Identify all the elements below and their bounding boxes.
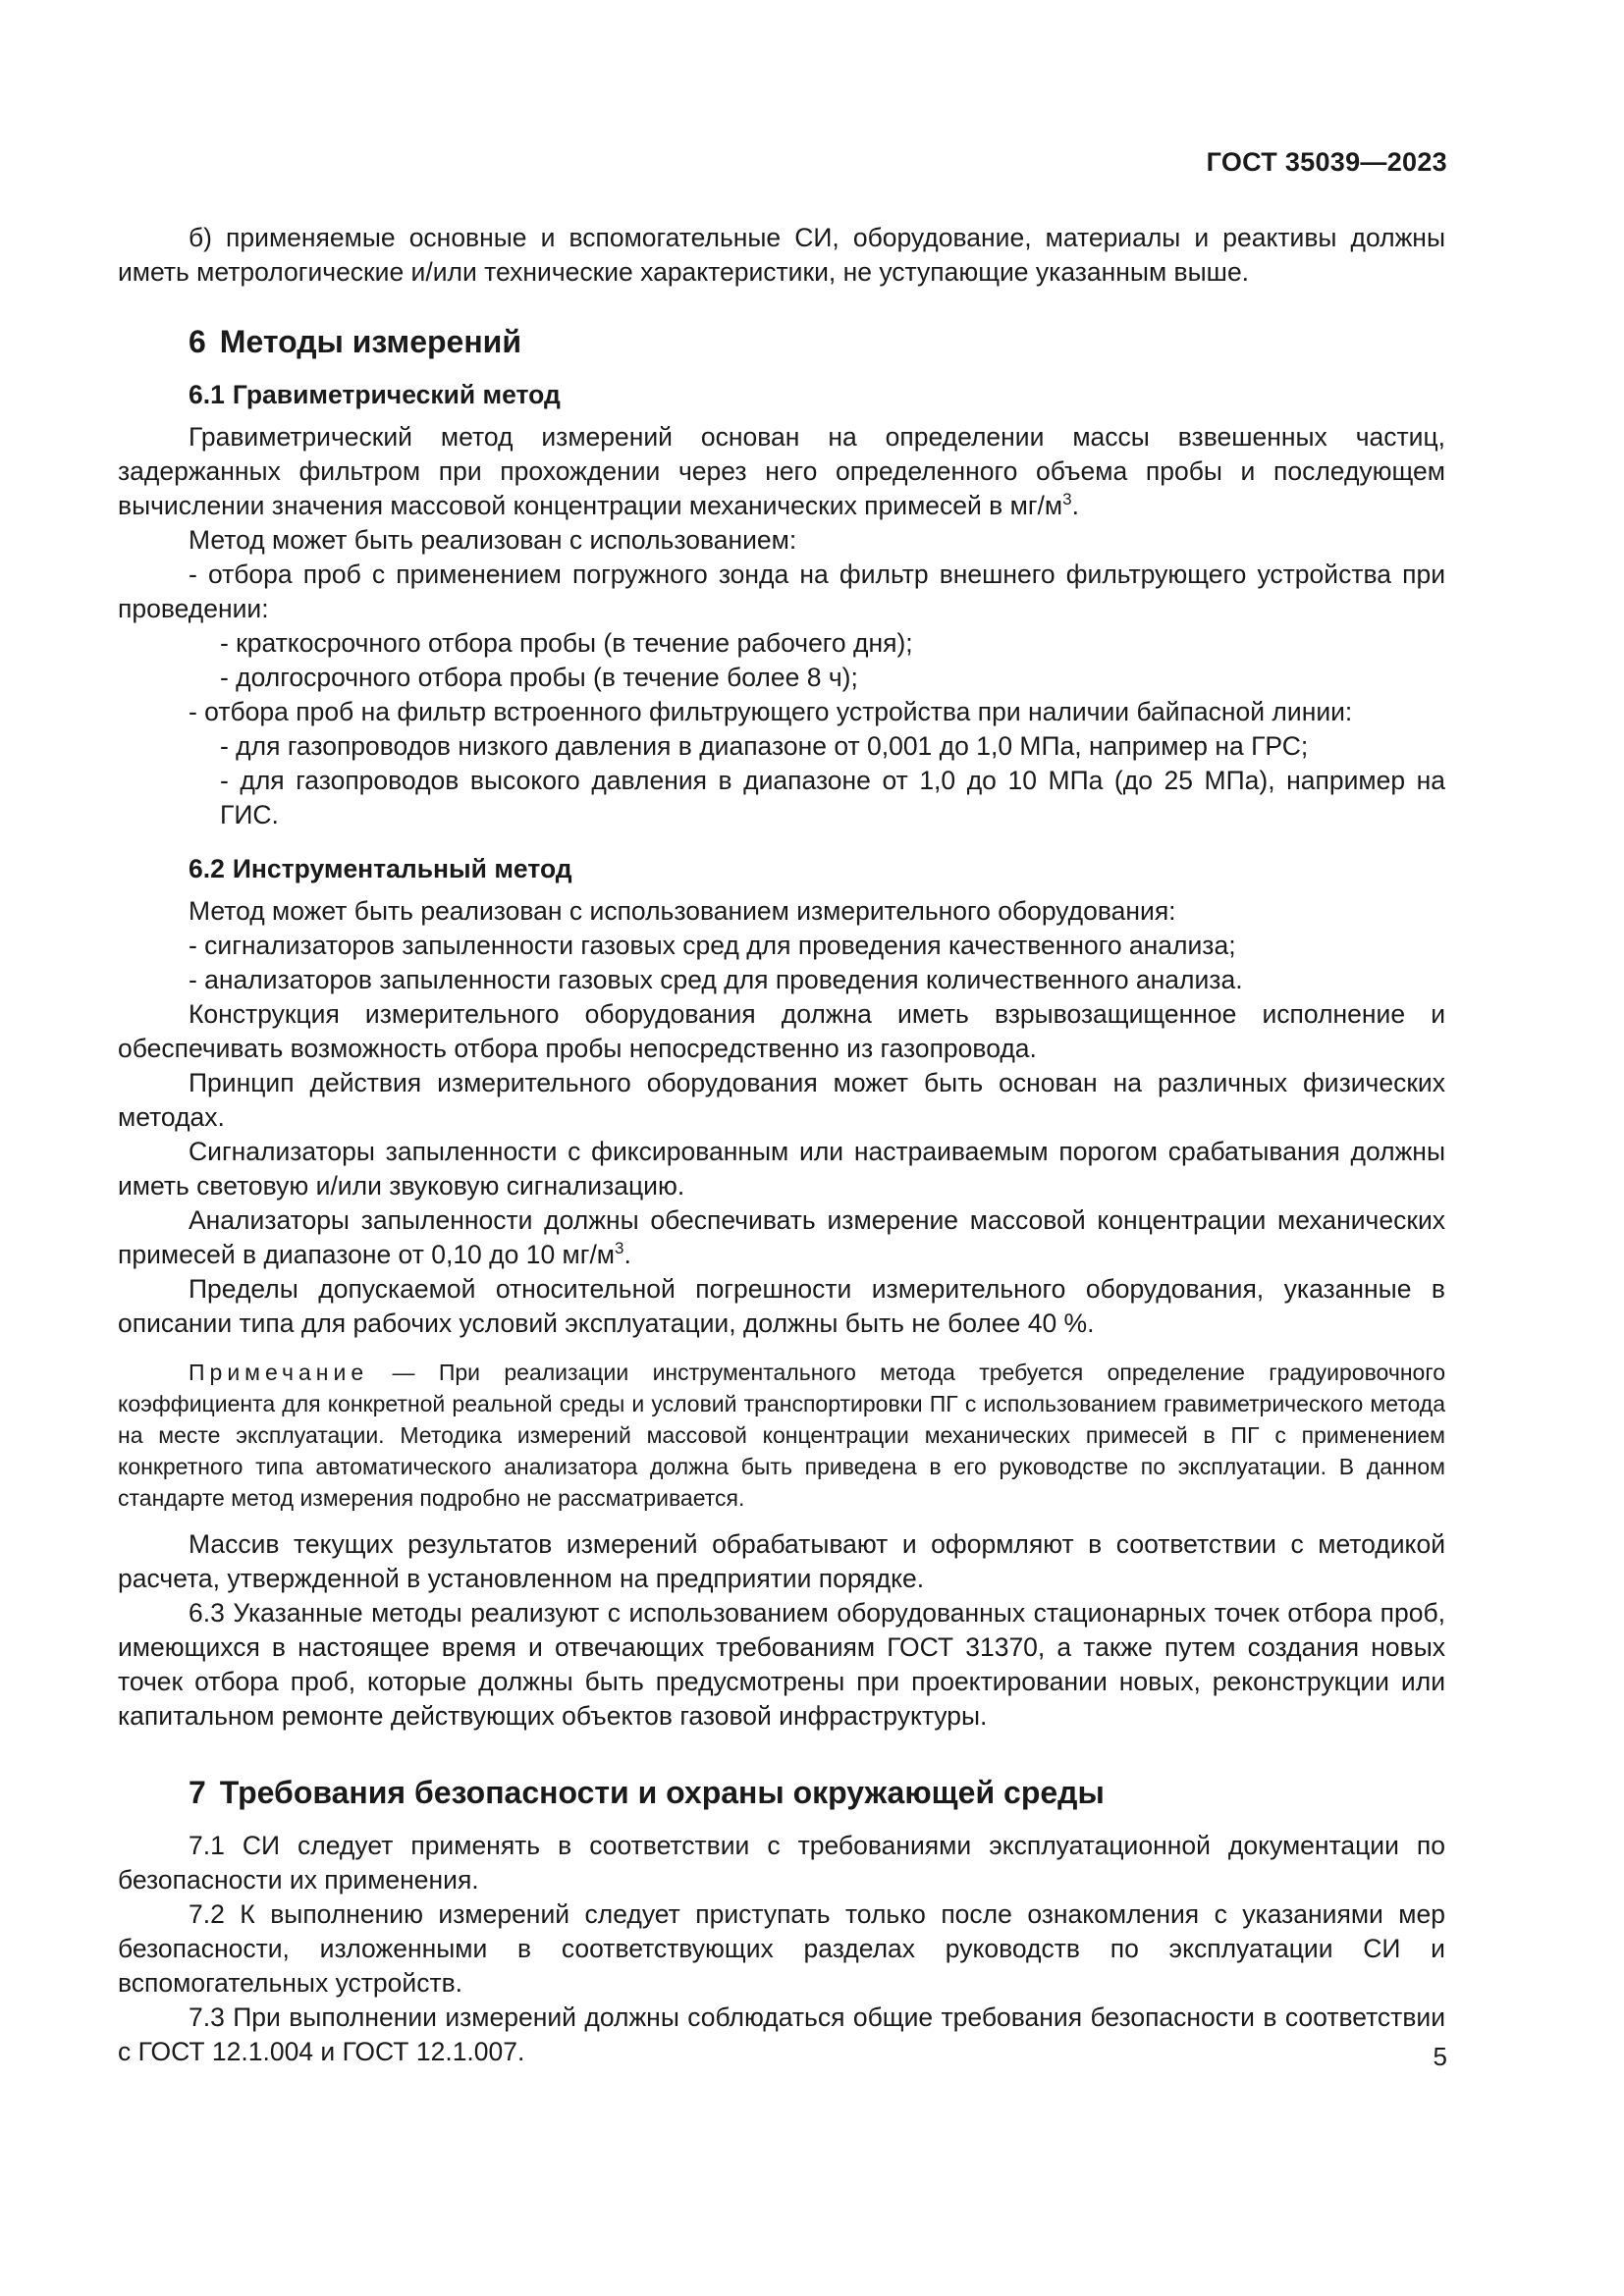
list-item-high-pressure: - для газопроводов высокого давления в диапазоне от 1,0 до 10 МПа (до 25 МПа), например на ГИС. bbox=[220, 766, 1445, 829]
note-label: Примечание bbox=[189, 1360, 369, 1385]
list-item-probe-sampling: - отбора проб с применением погружного зонда на фильтр внешнего фильтрующего устройства при проведении: bbox=[118, 560, 1445, 623]
section-6-1-heading bbox=[189, 378, 1445, 412]
list-item-long-term: - долгосрочного отбора пробы (в течение более 8 ч); bbox=[220, 663, 858, 692]
page-number: 5 bbox=[1433, 2042, 1447, 2071]
paragraph-6-1-1-end: . bbox=[1071, 491, 1079, 520]
paragraph-6-2-7: Массив текущих результатов измерений обрабатывают и оформляют в соответствии с методикой расчета, утвержденной в установленном на предприятии порядке. bbox=[118, 1529, 1445, 1593]
section-7-title: Требования безопасности и охраны окружающей среды bbox=[219, 1775, 1105, 1810]
section-6-2-heading bbox=[189, 852, 1445, 886]
section-6-1-number: 6.1 bbox=[189, 380, 225, 409]
paragraph-6-1-1 bbox=[118, 420, 1445, 523]
paragraph-6-1-1-text: Гравиметрический метод измерений основан на определении массы взвешенных частиц, задержанных фильтром при прохождении через него определенного объема пробы и последующем вычислении значения массовой концентрации механических примесей в мг/м bbox=[118, 422, 1445, 520]
paragraph-6-2-5-text: Анализаторы запыленности должны обеспечивать измерение массовой концентрации механических примесей в диапазоне от 0,10 до 10 мг/м bbox=[118, 1205, 1445, 1269]
paragraph-6-2-3: Принцип действия измерительного оборудования может быть основан на различных физических методах. bbox=[118, 1068, 1445, 1132]
list-item-analyzers: - анализаторов запыленности газовых сред для проведения количественного анализа. bbox=[189, 965, 1243, 994]
paragraph-6-1-2: Метод может быть реализован с использованием: bbox=[189, 525, 797, 555]
section-6-title: Методы измерений bbox=[219, 324, 521, 359]
paragraph-7-2: 7.2 К выполнению измерений следует приступать только после ознакомления с указаниями мер безопасности, изложенными в соответствующих разделах руководств по эксплуатации СИ и вспомогательных устройств. bbox=[118, 1899, 1445, 1998]
section-6-number: 6 bbox=[189, 324, 206, 359]
list-item-low-pressure: - для газопроводов низкого давления в диапазоне от 0,001 до 1,0 МПа, например на ГРС; bbox=[220, 731, 1309, 761]
section-6-2-number: 6.2 bbox=[189, 854, 225, 883]
note-text: — При реализации инструментального метода требуется определение градуировочного коэффициента для конкретной реальной среды и условий транспортировки ПГ с использованием гравиметрического метода на месте эксплуатации. Методика измерений массовой концентрации механических примесей в ПГ с применением конкретного типа автоматического анализатора должна быть приведена в его руководстве по эксплуатации. В данном стандарте метод измерения подробно не рассматривается. bbox=[118, 1360, 1445, 1511]
paragraph-7-3: 7.3 При выполнении измерений должны соблюдаться общие требования безопасности в соответствии с ГОСТ 12.1.004 и ГОСТ 12.1.007. bbox=[118, 2002, 1445, 2066]
section-6-1-title: Гравиметрический метод bbox=[232, 380, 561, 409]
section-6-heading bbox=[189, 322, 1445, 361]
paragraph-6-3: 6.3 Указанные методы реализуют с использованием оборудованных стационарных точек отбора проб, имеющихся в настоящее время и отвечающих требованиям ГОСТ 31370, а также путем создания новых точек отбора проб, которые должны быть предусмотрены при проектировании новых, реконструкции или капитальном ремонте действующих объектов газовой инфраструктуры. bbox=[118, 1598, 1445, 1731]
section-7-heading bbox=[189, 1773, 1445, 1812]
paragraph-7-1: 7.1 СИ следует применять в соответствии с требованиями эксплуатационной документации по безопасности их применения. bbox=[118, 1831, 1445, 1895]
paragraph-6-2-6: Пределы допускаемой относительной погрешности измерительного оборудования, указанные в описании типа для рабочих условий эксплуатации, должны быть не более 40 %. bbox=[118, 1274, 1445, 1338]
section-7-number: 7 bbox=[189, 1775, 206, 1810]
paragraph-6-2-5 bbox=[118, 1203, 1445, 1272]
superscript-3: 3 bbox=[615, 1239, 624, 1257]
superscript-3: 3 bbox=[1062, 490, 1072, 508]
document-id-header: ГОСТ 35039—2023 bbox=[1206, 147, 1447, 177]
list-item-signalers: - сигнализаторов запыленности газовых сред для проведения качественного анализа; bbox=[189, 931, 1236, 960]
paragraph-6-2-4: Сигнализаторы запыленности с фиксированным или настраиваемым порогом срабатывания должны иметь световую и/или звуковую сигнализацию. bbox=[118, 1137, 1445, 1201]
section-6-2-title: Инструментальный метод bbox=[232, 854, 572, 883]
paragraph-6-2-1: Метод может быть реализован с использованием измерительного оборудования: bbox=[189, 896, 1176, 926]
paragraph-6-2-2: Конструкция измерительного оборудования должна иметь взрывозащищенное исполнение и обеспечивать возможность отбора пробы непосредственно из газопровода. bbox=[118, 999, 1445, 1063]
note-block bbox=[118, 1357, 1445, 1514]
item-b-paragraph: б) применяемые основные и вспомогательные СИ, оборудование, материалы и реактивы должны иметь метрологические и/или технические характеристики, не уступающие указанным выше. bbox=[118, 223, 1445, 287]
list-item-builtin-filter: - отбора проб на фильтр встроенного фильтрующего устройства при наличии байпасной линии: bbox=[189, 697, 1353, 726]
page-content bbox=[118, 221, 1445, 2069]
paragraph-6-2-5-end: . bbox=[623, 1240, 631, 1269]
list-item-short-term: - краткосрочного отбора пробы (в течение рабочего дня); bbox=[220, 628, 913, 658]
